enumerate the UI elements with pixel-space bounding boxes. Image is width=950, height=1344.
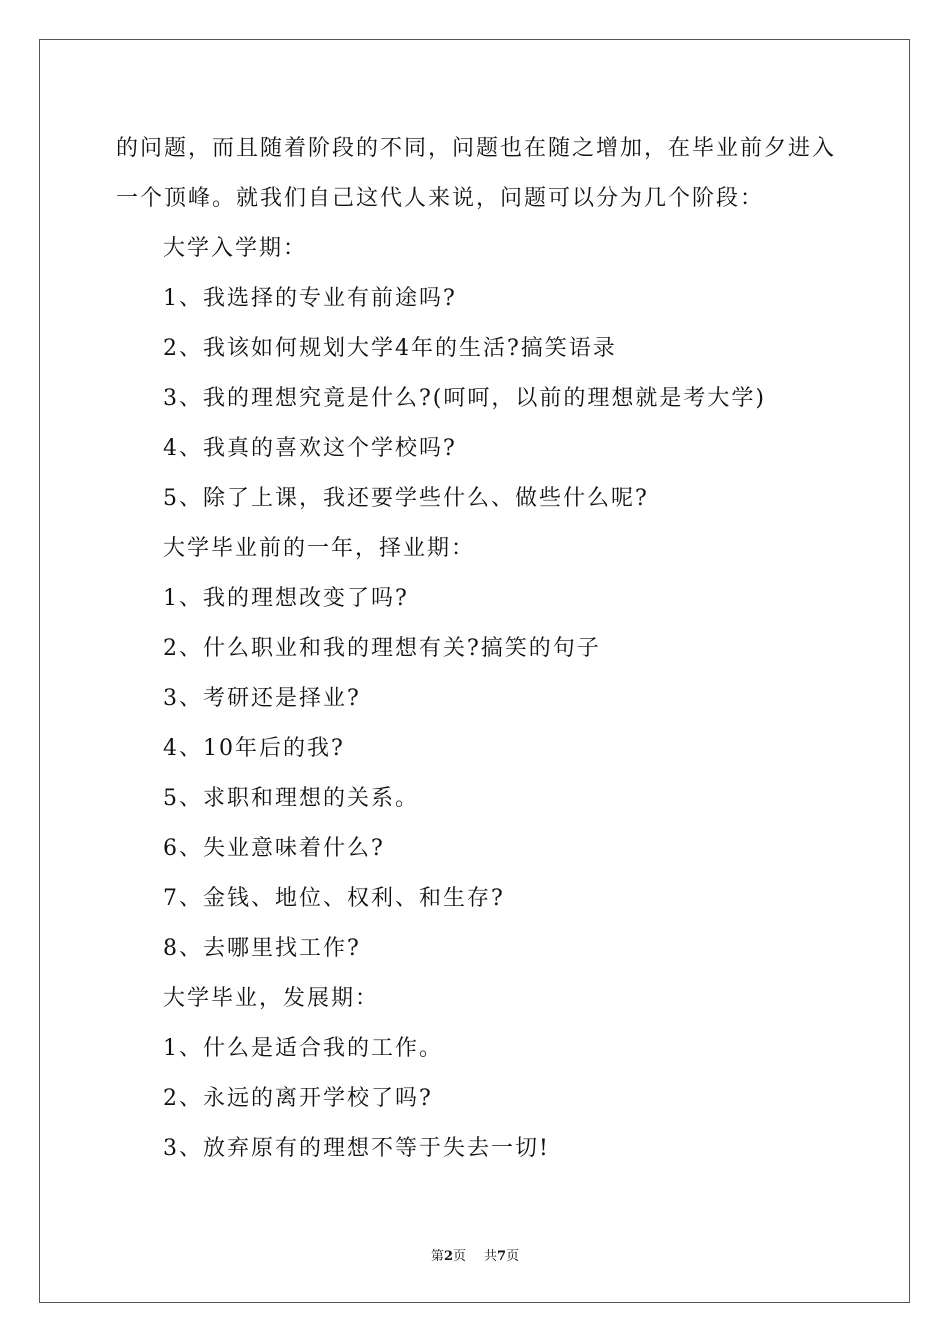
list-item: 2、我该如何规划大学4年的生活?搞笑语录 — [163, 336, 617, 361]
footer-total-number: 7 — [497, 1249, 507, 1264]
list-item: 2、永远的离开学校了吗? — [163, 1086, 433, 1111]
list-item: 4、10年后的我? — [163, 736, 345, 761]
footer-total-prefix: 共 — [484, 1249, 498, 1264]
list-item: 3、放弃原有的理想不等于失去一切! — [163, 1136, 550, 1161]
list-item: 1、我选择的专业有前途吗? — [163, 286, 457, 311]
paragraph-line-1: 的问题，而且随着阶段的不同，问题也在随之增加，在毕业前夕进入 — [116, 136, 837, 161]
list-item: 5、求职和理想的关系。 — [163, 786, 419, 811]
footer-page-prefix: 第 — [430, 1249, 444, 1264]
list-item: 2、什么职业和我的理想有关?搞笑的句子 — [163, 636, 601, 661]
list-item: 5、除了上课，我还要学些什么、做些什么呢? — [163, 486, 649, 511]
list-item: 1、什么是适合我的工作。 — [163, 1036, 443, 1061]
list-item: 1、我的理想改变了吗? — [163, 586, 409, 611]
section-heading-enrollment: 大学入学期： — [163, 236, 308, 261]
list-item: 3、我的理想究竟是什么?(呵呵，以前的理想就是考大学) — [163, 386, 766, 411]
footer-page-number: 2 — [443, 1249, 453, 1264]
section-heading-development: 大学毕业，发展期： — [163, 986, 380, 1011]
footer-page-suffix: 页 — [452, 1249, 466, 1264]
footer-total-suffix: 页 — [506, 1249, 520, 1264]
page-footer — [0, 1248, 950, 1266]
list-item: 4、我真的喜欢这个学校吗? — [163, 436, 457, 461]
list-item: 8、去哪里找工作? — [163, 936, 361, 961]
paragraph-line-2: 一个顶峰。就我们自己这代人来说，问题可以分为几个阶段： — [116, 186, 765, 211]
list-item: 3、考研还是择业? — [163, 686, 361, 711]
section-heading-career-choice: 大学毕业前的一年，择业期： — [163, 536, 476, 561]
list-item: 6、失业意味着什么? — [163, 836, 385, 861]
list-item: 7、金钱、地位、权利、和生存? — [163, 886, 505, 911]
